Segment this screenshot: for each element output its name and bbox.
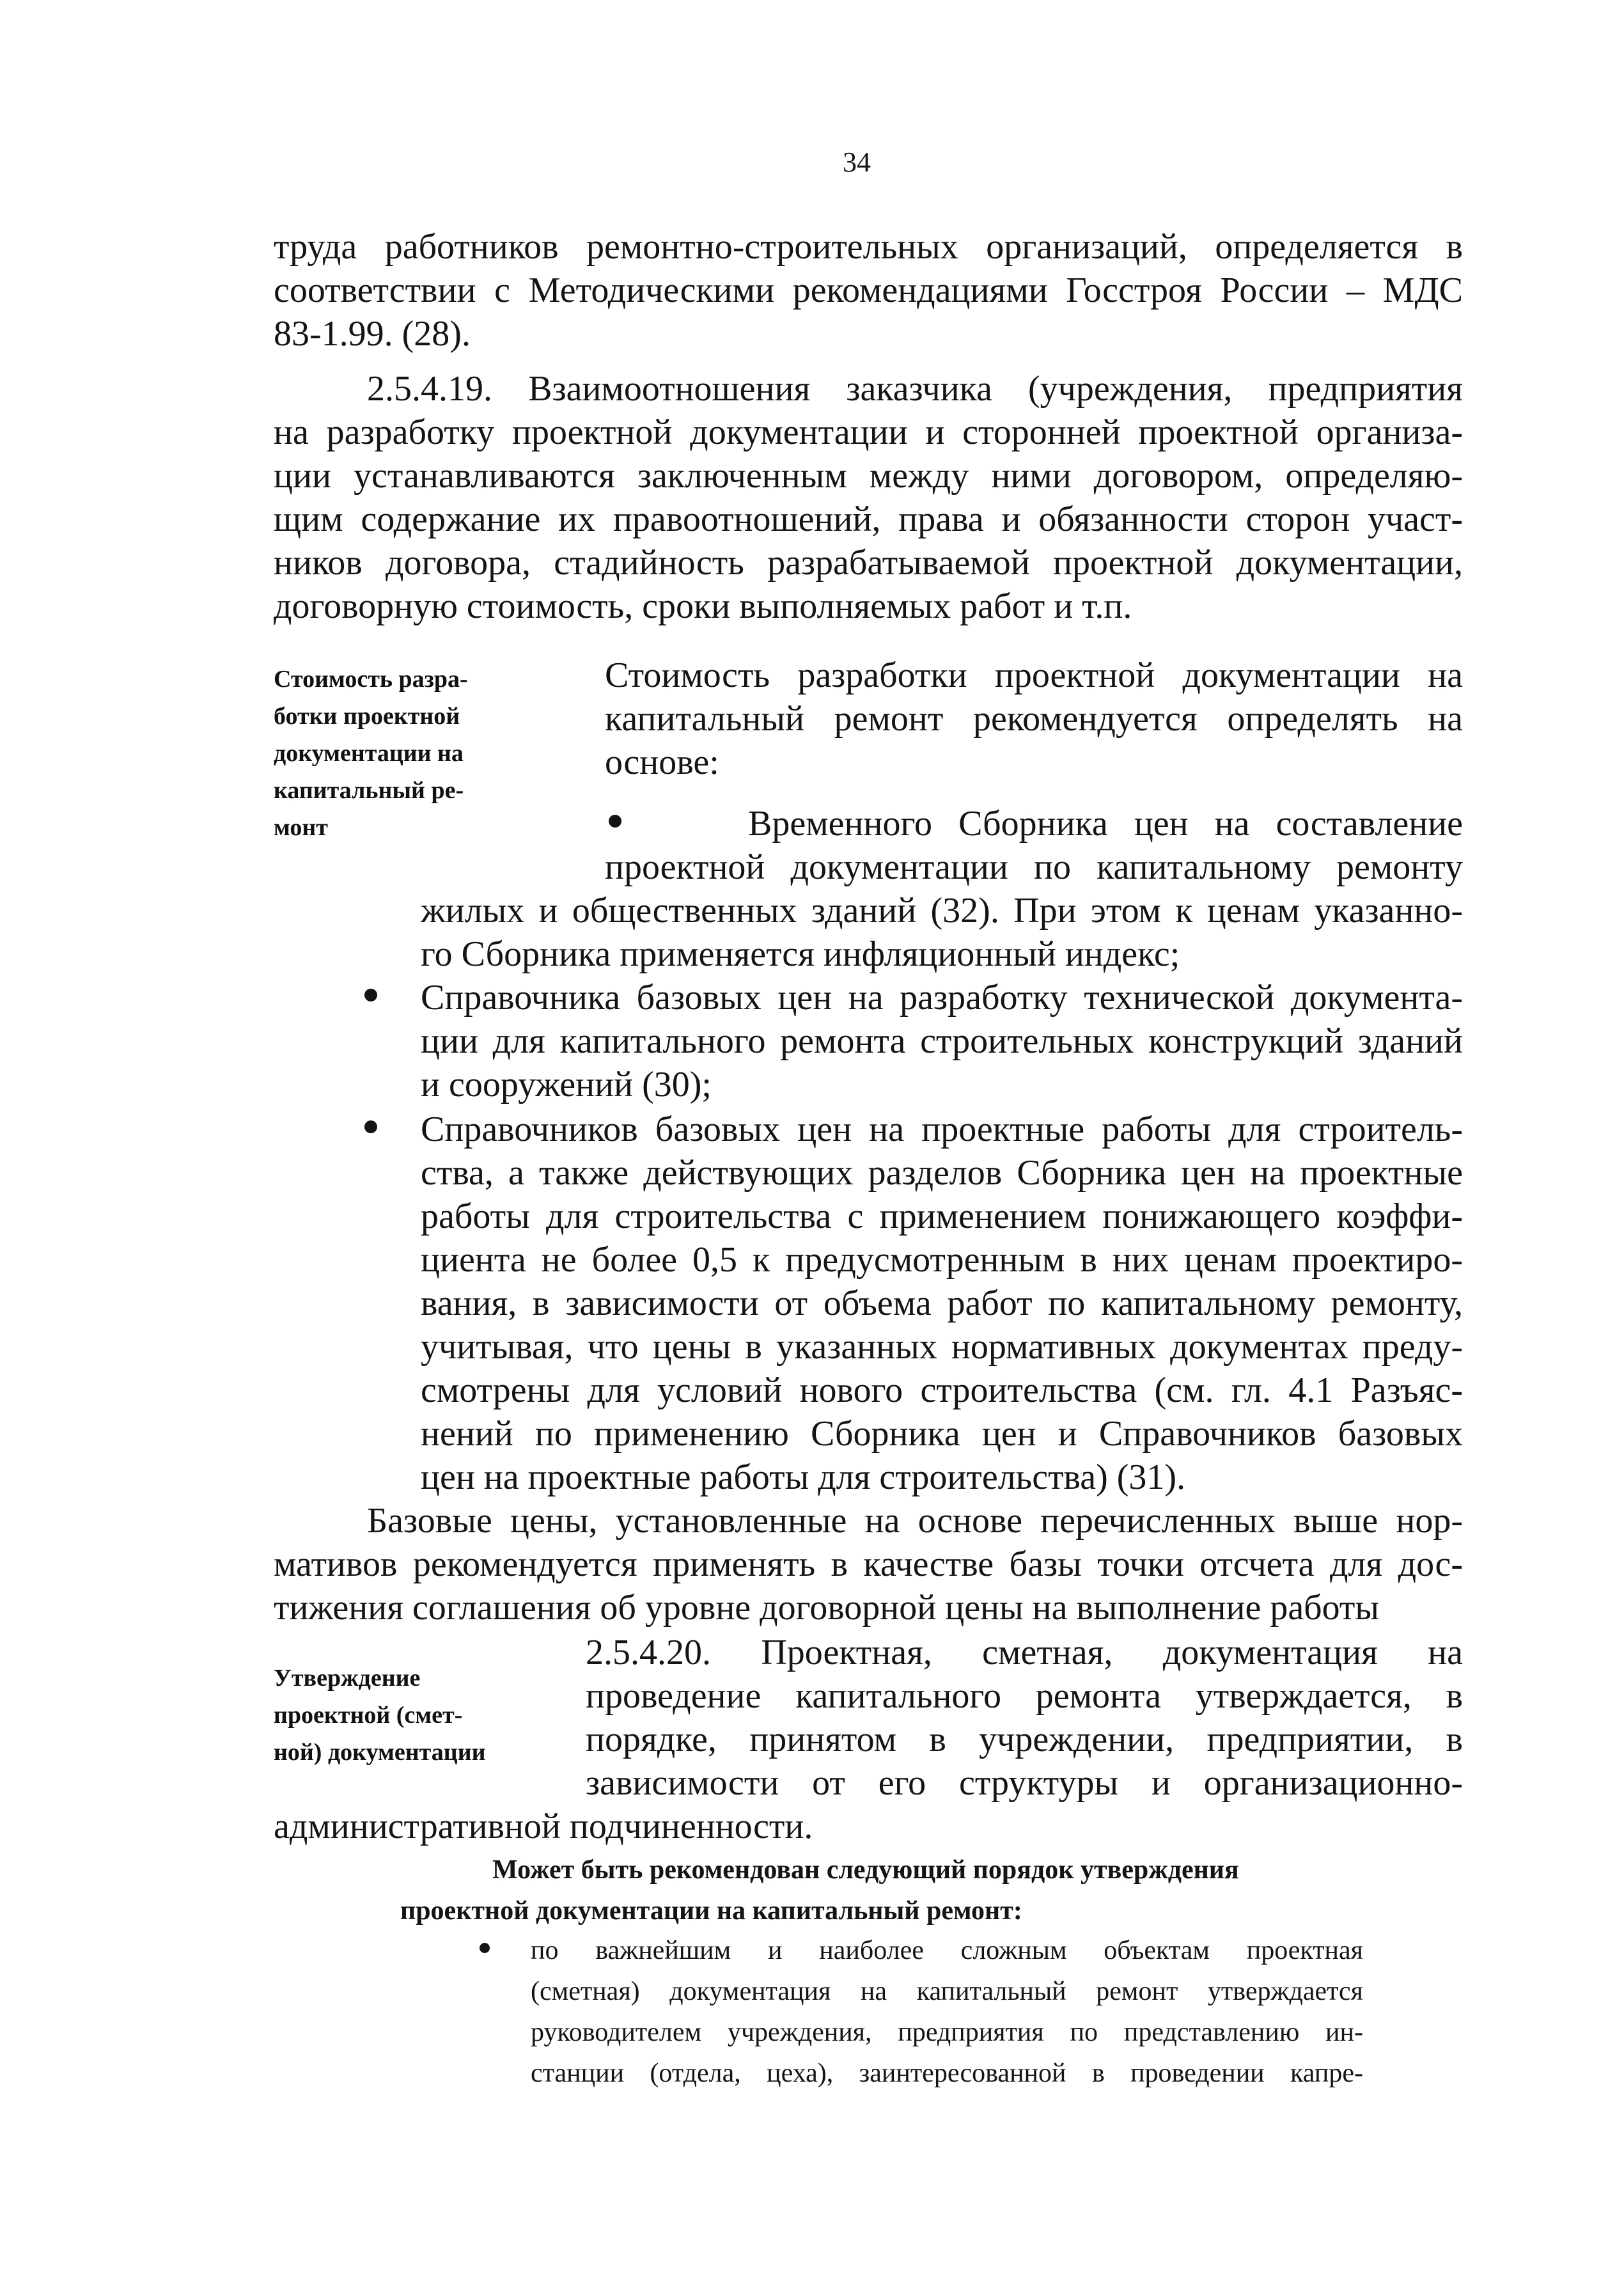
- text-line: Справочников базовых цен на проектные работы для строитель-: [421, 1110, 1463, 1149]
- text-line: административной подчиненности.: [274, 1807, 813, 1846]
- text-line: го Сборника применяется инфляционный индекс;: [421, 934, 1180, 974]
- text-line: ции устанавливаются заключенным между ними договором, определяю-: [274, 456, 1463, 496]
- text-line: и сооружений (30);: [421, 1065, 712, 1104]
- text-line: капитальный ремонт рекомендуется определять на: [605, 699, 1463, 739]
- text-line: тижения соглашения об уровне договорной цены на выполнение работы: [274, 1588, 1380, 1628]
- text-line: на разработку проектной документации и сторонней проектной организа-: [274, 412, 1463, 452]
- text-line: мативов рекомендуется применять в качестве базы точки отсчета для дос-: [274, 1544, 1463, 1584]
- text-line: учитывая, что цены в указанных нормативных документах преду-: [421, 1327, 1463, 1367]
- text-line: ции для капитального ремонта строительных конструкций зданий: [421, 1021, 1463, 1061]
- text-line: договорную стоимость, сроки выполняемых работ и т.п.: [274, 586, 1132, 626]
- text-line: Базовые цены, установленные на основе перечисленных выше нор-: [367, 1501, 1463, 1541]
- margin-line: ботки проектной: [274, 703, 460, 730]
- text-line: 83-1.99. (28).: [274, 314, 471, 354]
- text-line: станции (отдела, цеха), заинтересованной в проведении капре-: [531, 2059, 1363, 2088]
- text-line: (сметная) документация на капитальный ремонт утверждается: [531, 1977, 1363, 2006]
- page-number: 34: [843, 146, 871, 178]
- margin-line: Стоимость разра-: [274, 666, 468, 693]
- text-line: соответствии с Методическими рекомендациями Госстроя России – МДС: [274, 271, 1463, 310]
- text-line: работы для строительства с применением понижающего коэффи-: [421, 1197, 1463, 1236]
- margin-line: документации на: [274, 740, 464, 767]
- bullet-dot-icon: [609, 815, 621, 828]
- margin-line: ной) документации: [274, 1739, 486, 1766]
- margin-line: проектной (смет-: [274, 1702, 463, 1729]
- text-line: жилых и общественных зданий (32). При этом к ценам указанно-: [421, 891, 1463, 930]
- text-line: порядке, принятом в учреждении, предприятии, в: [586, 1720, 1463, 1759]
- text-line: по важнейшим и наиболее сложным объектам проектная: [531, 1936, 1363, 1965]
- margin-line: Утверждение: [274, 1665, 421, 1692]
- text-line: 2.5.4.19. Взаимоотношения заказчика (учреждения, предприятия: [367, 369, 1463, 409]
- text-line: проектной документации по капитальному ремонту: [605, 847, 1463, 887]
- text-line: нений по применению Сборника цен и Справочников базовых: [421, 1414, 1463, 1454]
- text-line: труда работников ремонтно-строительных организаций, определяется в: [274, 227, 1463, 267]
- text-line: ства, а также действующих разделов Сборника цен на проектные: [421, 1153, 1463, 1193]
- text-line: вания, в зависимости от объема работ по капитальному ремонту,: [421, 1284, 1463, 1323]
- text-line: цен на проектные работы для строительства) (31).: [421, 1457, 1186, 1497]
- bullet-dot-icon: [364, 989, 377, 1001]
- text-line: Может быть рекомендован следующий порядок утверждения: [492, 1855, 1239, 1885]
- margin-line: капитальный ре-: [274, 777, 464, 804]
- text-line: щим содержание их правоотношений, права и обязанности сторон участ-: [274, 499, 1463, 539]
- bullet-dot-icon: [364, 1120, 377, 1133]
- text-line: ников договора, стадийность разрабатываемой проектной документации,: [274, 543, 1463, 583]
- text-line: руководителем учреждения, предприятия по представлению ин-: [531, 2018, 1363, 2047]
- text-line: основе:: [605, 742, 719, 782]
- text-line: циента не более 0,5 к предусмотренным в них ценам проектиро-: [421, 1240, 1463, 1280]
- text-line: проведение капитального ремонта утверждается, в: [586, 1676, 1463, 1716]
- text-line: смотрены для условий нового строительства (см. гл. 4.1 Разъяс-: [421, 1370, 1463, 1410]
- text-line: Стоимость разработки проектной документации на: [605, 656, 1463, 695]
- text-line: Временного Сборника цен на составление: [748, 804, 1463, 844]
- margin-line: монт: [274, 814, 328, 841]
- text-line: 2.5.4.20. Проектная, сметная, документация на: [586, 1633, 1463, 1672]
- text-line: Справочника базовых цен на разработку технической документа-: [421, 978, 1463, 1017]
- bullet-dot-icon: [480, 1943, 490, 1953]
- text-line: зависимости от его структуры и организационно-: [586, 1763, 1463, 1803]
- text-line: проектной документации на капитальный ремонт:: [400, 1896, 1022, 1926]
